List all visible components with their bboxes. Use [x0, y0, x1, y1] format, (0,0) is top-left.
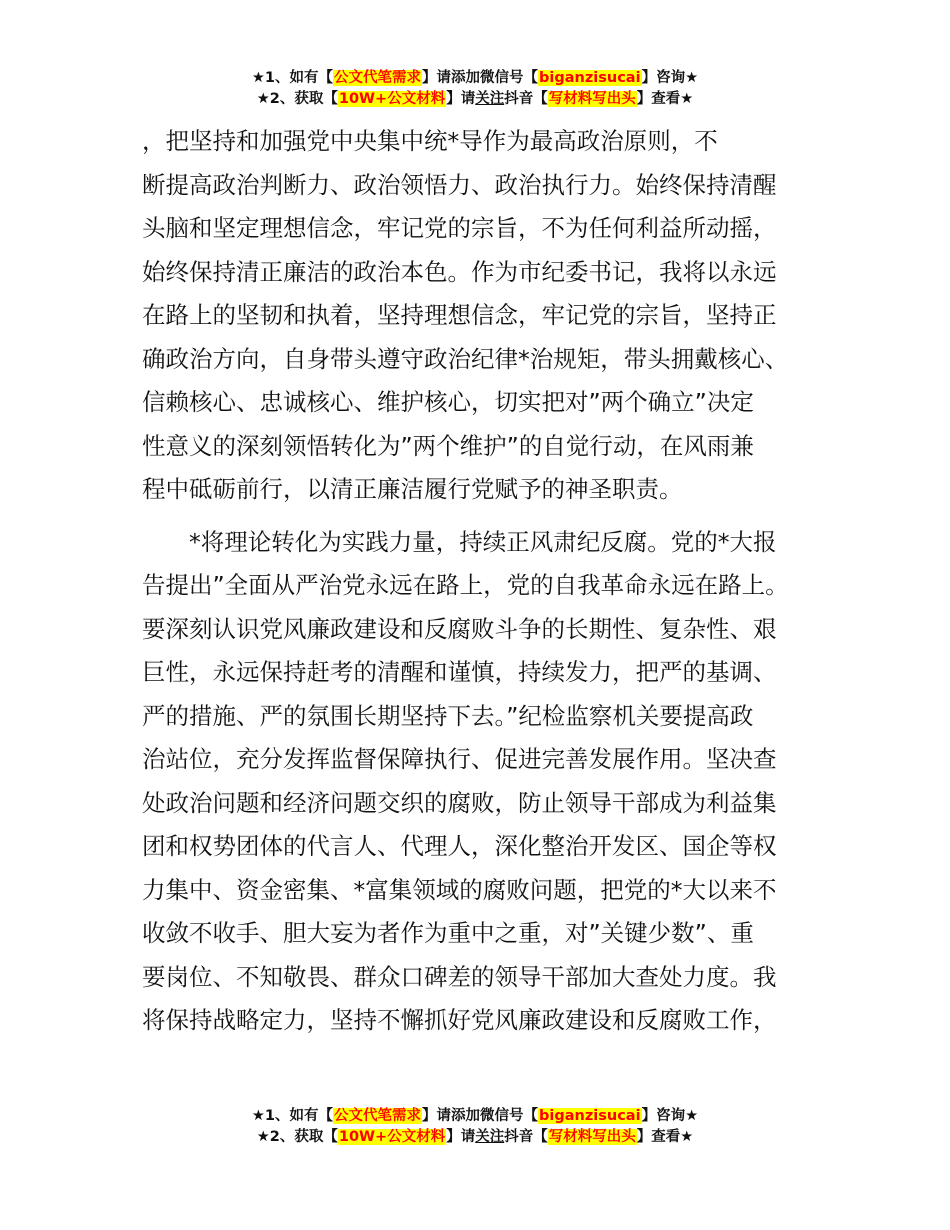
- banner-text: 抖音【: [504, 1129, 548, 1145]
- text-line: 处政治问题和经济问题交织的腐败，防止领导干部成为利益集: [142, 788, 777, 817]
- paragraph-2: [142, 521, 822, 1043]
- highlight-materials: 10W+公文材料: [338, 1129, 446, 1145]
- highlight-douyin-account: 写材料写出头: [548, 91, 636, 107]
- text-line: 收敛不收手、胆大妄为者作为重中之重，对”关键少数”、重: [142, 919, 754, 947]
- header-banner-line-2: [0, 89, 950, 110]
- highlight-materials: 10W+公文材料: [338, 91, 446, 107]
- text-line: 告提出”全面从严治党永远在路上，党的自我革命永远在路上。: [142, 571, 789, 599]
- highlight-wechat-id: biganzisucai: [539, 70, 641, 86]
- text-line: 信赖核心、忠诚核心、维护核心，切实把对”两个确立”决定: [142, 388, 754, 416]
- text-line: ，把坚持和加强党中央集中统*导作为最高政治原则，不: [142, 127, 718, 155]
- follow-text: 关注: [475, 1129, 505, 1145]
- text-line: 团和权势团体的代言人、代理人，深化整治开发区、国企等权: [142, 832, 777, 860]
- text-line: 要岗位、不知敬畏、群众口碑差的领导干部加大查处力度。我: [142, 962, 777, 991]
- text-line: 治站位，充分发挥监督保障执行、促进完善发展作用。坚决查: [142, 745, 777, 773]
- banner-text: 】查看★: [636, 91, 694, 107]
- text-line: 力集中、资金密集、*富集领域的腐败问题，把党的*大以来不: [142, 875, 777, 904]
- paragraph-1: [142, 120, 822, 512]
- banner-text: 】请添加微信号【: [422, 70, 539, 86]
- footer-banner-line-1: [0, 1106, 950, 1127]
- banner-text: ★2、获取【: [256, 91, 338, 107]
- follow-text: 关注: [475, 91, 505, 107]
- text-line: 程中砥砺前行，以清正廉洁履行党赋予的神圣职责。: [142, 475, 683, 503]
- footer-banner: [0, 1106, 950, 1148]
- text-line: 巨性，永远保持赶考的清醒和谨慎，持续发力，把严的基调、: [142, 658, 777, 686]
- banner-text: 】咨询★: [641, 1108, 699, 1124]
- text-line: 头脑和坚定理想信念，牢记党的宗旨，不为任何利益所动摇，: [142, 214, 777, 242]
- text-line: 要深刻认识党风廉政建设和反腐败斗争的长期性、复杂性、艰: [142, 614, 777, 643]
- banner-text: ★1、如有【: [251, 1108, 334, 1124]
- banner-text: 】请: [446, 91, 476, 107]
- highlight-service: 公文代笔需求: [334, 1108, 422, 1124]
- banner-text: 】查看★: [636, 1129, 694, 1145]
- text-line: *将理论转化为实践力量，持续正风肃纪反腐。党的*大报: [189, 527, 777, 556]
- footer-banner-line-2: [0, 1127, 950, 1148]
- banner-text: ★2、获取【: [256, 1129, 338, 1145]
- banner-text: 】咨询★: [641, 70, 699, 86]
- header-banner-line-1: [0, 68, 950, 89]
- text-line: 始终保持清正廉洁的政治本色。作为市纪委书记，我将以永远: [142, 257, 777, 286]
- text-line: 在路上的坚韧和执着，坚持理想信念，牢记党的宗旨，坚持正: [142, 301, 777, 329]
- text-line: 严的措施、严的氛围长期坚持下去。”纪检监察机关要提高政: [142, 701, 754, 730]
- highlight-wechat-id: biganzisucai: [539, 1108, 641, 1124]
- banner-text: 抖音【: [504, 91, 548, 107]
- text-line: 性意义的深刻领悟转化为”两个维护”的自觉行动，在风雨兼: [142, 431, 754, 460]
- highlight-service: 公文代笔需求: [334, 70, 422, 86]
- banner-text: 】请: [446, 1129, 476, 1145]
- header-banner: [0, 68, 950, 110]
- document-body: [142, 120, 822, 1043]
- banner-text: ★1、如有【: [251, 70, 334, 86]
- banner-text: 】请添加微信号【: [422, 1108, 539, 1124]
- text-line: 确政治方向，自身带头遵守政治纪律*治规矩，带头拥戴核心、: [142, 344, 789, 373]
- text-line: 断提高政治判断力、政治领悟力、政治执行力。始终保持清醒: [142, 170, 777, 199]
- highlight-douyin-account: 写材料写出头: [548, 1129, 636, 1145]
- text-line: 将保持战略定力，坚持不懈抓好党风廉政建设和反腐败工作，: [142, 1006, 777, 1034]
